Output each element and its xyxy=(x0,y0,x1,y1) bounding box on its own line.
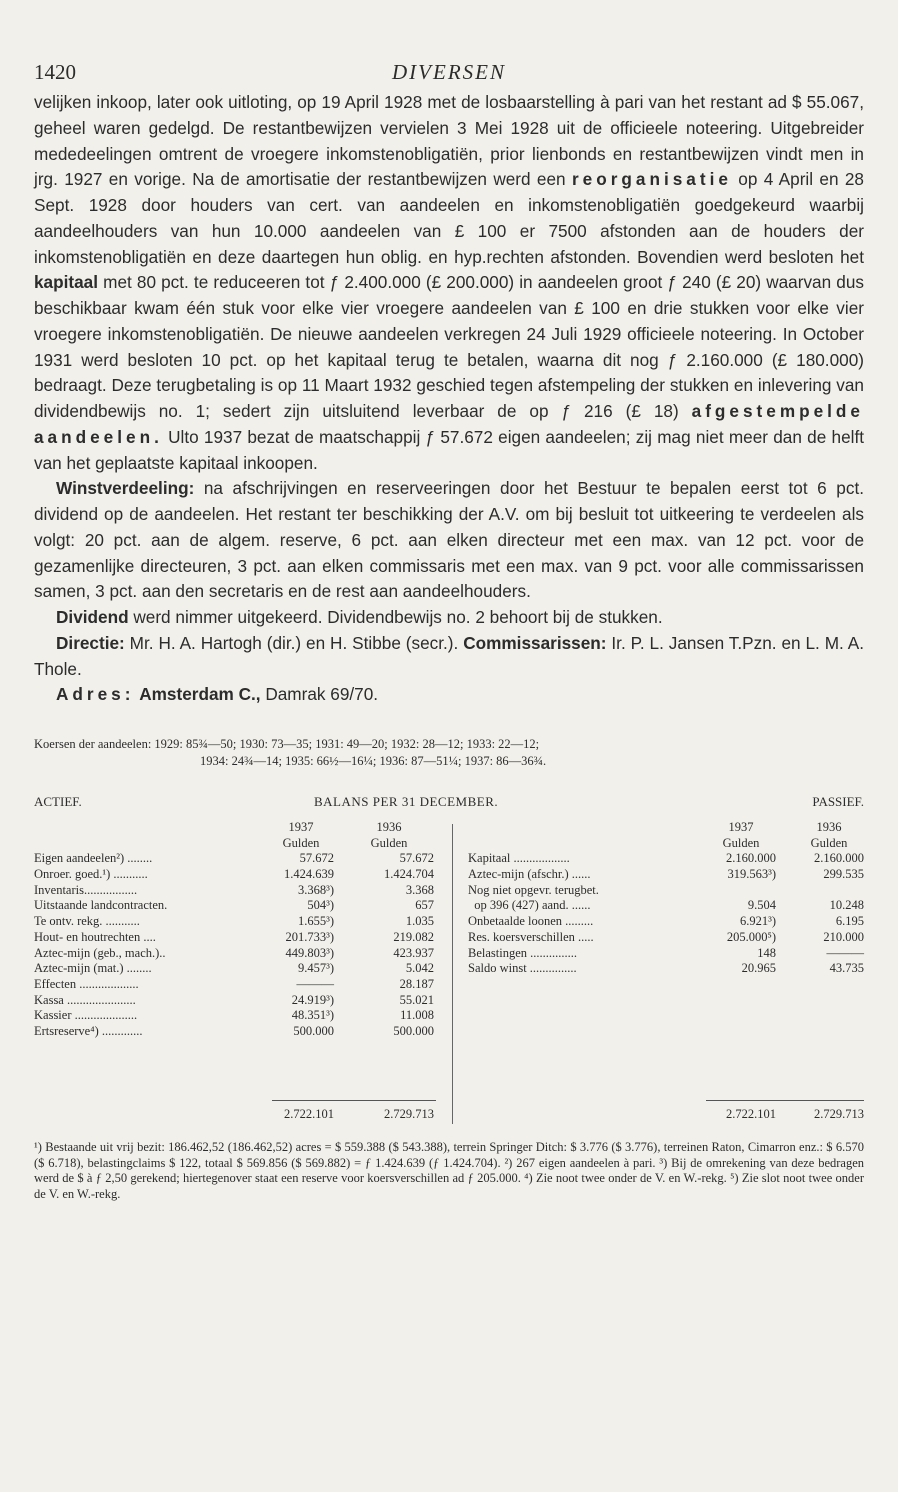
value-1936: ——— xyxy=(826,945,864,960)
row-label: Kassier .................... xyxy=(34,1008,138,1023)
value-1937: 3.368³) xyxy=(297,882,334,897)
value-1937: 24.919³) xyxy=(291,992,334,1007)
value-1937: 2.160.000 xyxy=(726,851,776,866)
value-1936: 55.021 xyxy=(399,992,434,1007)
spaced-term-afgestempelde: afgestempelde aandeelen. xyxy=(34,401,864,447)
label-directie: Directie: xyxy=(56,632,125,653)
row-label: Aztec-mijn (mat.) ........ xyxy=(34,961,152,976)
row-label: Onbetaalde loonen ......... xyxy=(468,914,594,929)
row-label: Uitstaande landcontracten. xyxy=(34,898,168,913)
actief-label: ACTIEF. xyxy=(34,794,82,809)
value-1936: 219.082 xyxy=(393,929,434,944)
value-1937: 504³) xyxy=(307,898,334,913)
actief-row xyxy=(34,867,442,883)
actief-row xyxy=(34,930,442,946)
row-label: Eigen aandeelen²) ........ xyxy=(34,851,153,866)
row-label: Belastingen ............... xyxy=(468,945,578,960)
passief-row xyxy=(468,883,868,899)
actief-row xyxy=(34,883,442,899)
value-1936: 6.195 xyxy=(835,914,864,929)
label-adres: Adres: xyxy=(56,684,135,705)
passief-row xyxy=(468,946,868,962)
koersen-line-2: 1934: 24¾—14; 1935: 66½—16¼; 1936: 87—51¼; 1937: 86—36¾. xyxy=(200,754,547,768)
value-1936: 1.424.704 xyxy=(384,867,434,882)
row-label: Hout- en houtrechten .... xyxy=(34,929,156,944)
paragraph-dividend: Dividend werd nimmer uitgekeerd. Dividendbewijs no. 2 behoort bij de stukken. xyxy=(56,607,663,627)
row-label: Inventaris................. xyxy=(34,882,138,897)
actief-row xyxy=(34,946,442,962)
row-label: Aztec-mijn (afschr.) ...... xyxy=(468,867,591,882)
paragraph-adres: Adres: Amsterdam C., Damrak 69/70. xyxy=(56,684,379,705)
actief-row xyxy=(34,961,442,977)
paragraph-directie: Directie: Mr. H. A. Hartogh (dir.) en H. Stibbe (secr.). Commissarissen: Ir. P. L. Jansen T.Pzn. en L. M. A. Thole. xyxy=(34,632,864,679)
document-page xyxy=(34,60,864,1203)
value-1937: 6.921³) xyxy=(739,914,776,929)
label-dividend: Dividend xyxy=(56,607,129,627)
value-1937: 57.672 xyxy=(299,851,334,866)
value-1937: 20.965 xyxy=(741,961,776,976)
passief-row xyxy=(468,898,868,914)
spaced-term-reorganisatie: reorganisatie xyxy=(571,169,732,190)
actief-total-line xyxy=(272,1100,436,1101)
value-1936: 43.735 xyxy=(829,961,864,976)
value-1937: 1.424.639 xyxy=(284,867,334,882)
label-commissarissen: Commissarissen: xyxy=(463,632,607,653)
adres-city: Amsterdam C., xyxy=(139,684,261,705)
actief-unit-row: Gulden Gulden xyxy=(282,835,408,850)
row-label: Te ontv. rekg. ........... xyxy=(34,914,140,929)
koersen-line-1: Koersen der aandeelen: 1929: 85¾—50; 1930: 73—35; 1931: 49—20; 1932: 28—12; 1933: 22—12; xyxy=(34,737,540,751)
paragraph-reorganisation: velijken inkoop, later ook uitloting, op 19 April 1928 met de losbaarstelling à pari van het restant ad $ 55.067, geheel waren gedelgd. De restantbewijzen vervielen 3 Mei 1928 uit de officieele noteering. Uitgebreider mededeelingen omtrent de vroegere inkomstenobligatiën, prior lienbonds en restantbewijzen vindt men in jrg. 1927 en vorige. Na de amortisatie der restantbewijzen werd een reorganisatie op 4 April en 28 Sept. 1928 door houders van cert. van aandeelen en inkomstenobligatiën goedgekeurd waarbij aandeelhouders van hun 10.000 aandeelen van £ 100 er 7500 afstonden aan de houders der inkomstenobligatiën en deze daartegen hun oblig. en hyp.rechten afstonden. Bovendien werd besloten het kapitaal met 80 pct. te reduceeren tot ƒ 2.400.000 (£ 200.000) in aandeelen groot ƒ 240 (£ 20) waarvan dus beschikbaar kwam één stuk voor elke vier vroegere aandeelen van £ 100 en drie stukken voor elke vier vroegere inkomstenobligatiën. De nieuwe aandeelen verkregen 24 Juli 1929 officieele noteering. In October 1931 werd besloten 10 pct. op het kapitaal terug te betalen, waarna dit nog ƒ 2.160.000 (£ 180.000) bedraagt. Deze terugbetaling is op 11 Maart 1932 geschied tegen afstempeling der stukken en inlevering van dividendbewijs no. 1; sedert zijn uitsluitend leverbaar de op ƒ 216 (£ 18) afgestempelde aandeelen. Ulto 1937 bezat de maatschappij ƒ 57.672 eigen aandeelen; zij mag niet meer dan de helft van het geplaatste kapitaal inkoopen. xyxy=(34,92,864,473)
value-1936: 500.000 xyxy=(393,1023,434,1038)
actief-row xyxy=(34,993,442,1009)
actief-row xyxy=(34,898,442,914)
actief-row xyxy=(34,914,442,930)
passief-row xyxy=(468,914,868,930)
value-1937: 148 xyxy=(757,945,776,960)
passief-row xyxy=(468,930,868,946)
value-1937: 500.000 xyxy=(293,1023,334,1038)
running-head: DIVERSEN xyxy=(392,60,506,84)
value-1937: 449.803³) xyxy=(285,945,334,960)
row-label: Res. koersverschillen ..... xyxy=(468,929,594,944)
actief-total-1937: 2.722.101 xyxy=(284,1107,334,1121)
value-1936: 28.187 xyxy=(399,976,434,991)
row-label: Aztec-mijn (geb., mach.).. xyxy=(34,945,166,960)
passief-row xyxy=(468,961,868,977)
value-1937: 1.655³) xyxy=(297,914,334,929)
row-label: Ertsreserve⁴) ............. xyxy=(34,1023,143,1038)
value-1936: 57.672 xyxy=(399,851,434,866)
paragraph-winstverdeeling: Winstverdeeling: na afschrijvingen en reserveeringen door het Bestuur te bepalen eerst tot 6 pct. dividend op de aandeelen. Het restant ter beschikking der A.V. om bij besluit tot uitkeering te verdeelen als volgt: 20 pct. aan de algem. reserve, 6 pct. aan elken directeur met een max. van 12 pct. voor de gezamenlijke directeuren, 3 pct. aan elken commissaris met een max. van 9 pct. voor alle commissarissen samen, 3 pct. aan den secretaris en de rest aan aandeelhouders. xyxy=(34,478,864,602)
column-divider xyxy=(452,824,453,1124)
row-label: Saldo winst ............... xyxy=(468,961,577,976)
actief-row xyxy=(34,977,442,993)
bold-term-kapitaal: kapitaal xyxy=(34,272,99,293)
value-1937: 201.733³) xyxy=(285,929,334,944)
actief-row xyxy=(34,1024,442,1040)
value-1936: 11.008 xyxy=(400,1008,434,1023)
value-1937: 48.351³) xyxy=(291,1008,334,1023)
value-1936: 210.000 xyxy=(823,929,864,944)
passief-total-1937: 2.722.101 xyxy=(726,1107,776,1121)
value-1936: 2.160.000 xyxy=(814,851,864,866)
value-1937: 205.000⁵) xyxy=(726,929,776,944)
balans-title: BALANS PER 31 DECEMBER. xyxy=(314,794,499,809)
row-label: op 396 (427) aand. ...... xyxy=(468,898,591,913)
value-1936: 5.042 xyxy=(405,961,434,976)
page-number: 1420 xyxy=(34,60,76,84)
actief-row xyxy=(34,851,442,867)
value-1937: 9.504 xyxy=(747,898,776,913)
passief-row xyxy=(468,851,868,867)
actief-year-row: 1937 1936 xyxy=(288,820,402,834)
passief-total-1936: 2.729.713 xyxy=(814,1107,864,1121)
row-label: Nog niet opgevr. terugbet. xyxy=(468,882,599,897)
page-header xyxy=(34,60,864,90)
row-label: Onroer. goed.¹) ........... xyxy=(34,867,148,882)
actief-column xyxy=(34,820,442,1040)
value-1936: 1.035 xyxy=(405,914,434,929)
actief-row xyxy=(34,1008,442,1024)
balans-header xyxy=(34,794,864,814)
passief-label: PASSIEF. xyxy=(812,794,864,809)
row-label: Kassa ...................... xyxy=(34,992,136,1007)
value-1936: 3.368 xyxy=(405,882,434,897)
koersen-block xyxy=(34,736,864,770)
value-1936: 299.535 xyxy=(823,867,864,882)
balance-sheet xyxy=(34,820,864,1122)
footnotes: ¹) Bestaande uit vrij bezit: 186.462,52 (186.462,52) acres = $ 559.388 ($ 543.388), terrein Springer Ditch: $ 3.776 ($ 3.776), terreinen Raton, Cimarron enz.: $ 6.570 ($ 6.718), belastingclaims $ 122, totaal $ 569.856 ($ 569.882) = ƒ 1.424.639 (ƒ 1.424.704). ²) 267 eigen aandeelen à pari. ³) Bij de omrekening van deze bedragen werd de $ à ƒ 2,50 gerekend; hiertegenover staat een reserve voor koersverschillen ad ƒ 205.000. ⁴) Zie noot twee onder de V. en W.-rekg. ⁵) Zie slot noot twee onder de V. en W.-rekg. xyxy=(34,1140,864,1202)
row-label: Kapitaal .................. xyxy=(468,851,570,866)
label-winstverdeeling: Winstverdeeling: xyxy=(56,478,195,499)
value-1936: 423.937 xyxy=(393,945,434,960)
value-1936: 657 xyxy=(415,898,434,913)
passief-total-line xyxy=(706,1100,864,1101)
passief-year-row: 1937 1936 xyxy=(728,820,842,834)
body-text xyxy=(34,90,864,708)
passief-unit-row: Gulden Gulden xyxy=(722,835,848,850)
value-1937: 9.457³) xyxy=(297,961,334,976)
value-1937: ——— xyxy=(296,976,334,991)
value-1937: 319.563³) xyxy=(727,867,776,882)
value-1936: 10.248 xyxy=(829,898,864,913)
passief-row xyxy=(468,867,868,883)
actief-total-1936: 2.729.713 xyxy=(384,1107,434,1121)
passief-column xyxy=(468,820,868,977)
row-label: Effecten ................... xyxy=(34,976,139,991)
